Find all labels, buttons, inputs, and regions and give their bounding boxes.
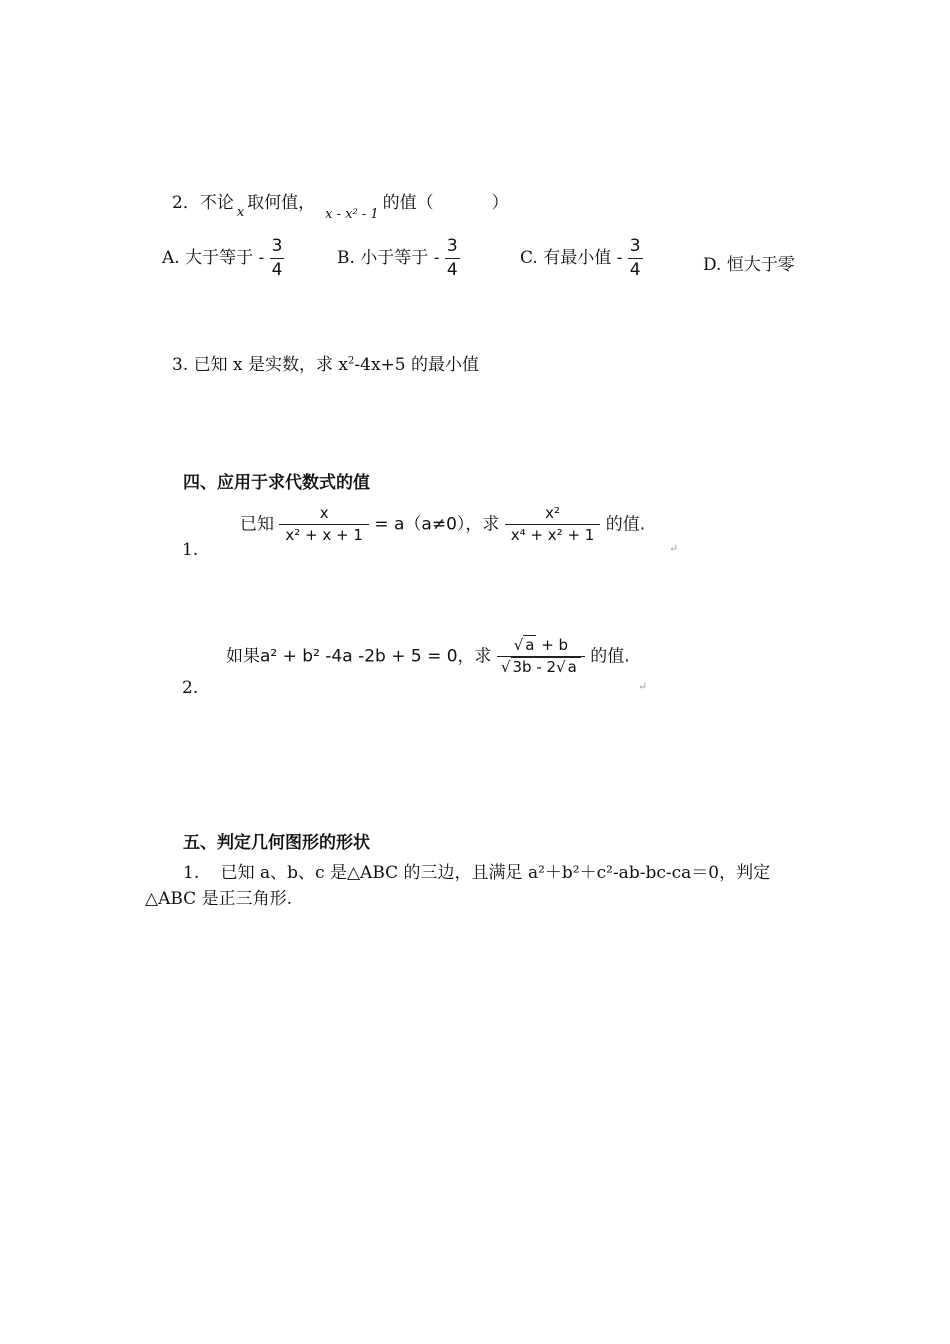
paragraph-mark-icon: ↵: [638, 680, 648, 693]
q3-superscript: 2: [348, 355, 355, 367]
section-4-item-2-number: 2.: [182, 678, 199, 698]
question-2: [172, 188, 509, 222]
q2-option-c-label: C. 有最小值 -: [520, 248, 623, 268]
section-5-heading: 五、判定几何图形的形状: [183, 833, 370, 853]
fraction-denominator: 4: [629, 260, 641, 280]
q2-option-a-fraction: [270, 238, 285, 279]
q2-option-b-label: B. 小于等于 -: [337, 248, 440, 268]
sqrt-a: a: [525, 636, 535, 654]
fraction-numerator: 3: [446, 236, 458, 256]
q2-text-b: 取何值，: [247, 193, 316, 213]
s5i1-number: 1.: [183, 863, 200, 883]
fraction-denominator: √ 3b - 2√ a: [497, 656, 585, 675]
section-4-heading: 四、应用于求代数式的值: [183, 473, 370, 493]
fraction-denominator: 4: [271, 260, 283, 280]
denominator-outer: 3b - 2: [512, 658, 557, 676]
q2-option-a-label: A. 大于等于 -: [162, 248, 265, 268]
s5i1-line-1: 已知 a、b、c 是△ABC 的三边，且满足 a²＋b²＋c²-ab-bc-ca＝0，判定: [220, 863, 771, 883]
q2-option-c-fraction: [628, 238, 643, 279]
q2-text-c: 的值（: [382, 193, 434, 213]
q2-number: 2．: [172, 193, 200, 213]
sqrt-inner-a: a: [567, 658, 577, 676]
section-4-item-1-equation: [240, 506, 645, 543]
s4i1-equals: = a（a≠0），求: [374, 514, 500, 535]
q3-text: 3. 已知 x 是实数，求 x: [172, 355, 349, 375]
section-5-item-1-line-2: △ABC 是正三角形.: [145, 889, 292, 909]
fraction-numerator: 3: [629, 236, 641, 256]
q2-option-d: [703, 250, 795, 275]
fraction-numerator: x: [319, 504, 329, 522]
section-4-item-2-equation: [226, 638, 630, 675]
section-5-item-1: [183, 858, 770, 883]
q2-option-c: [520, 238, 643, 279]
s4i2-fraction: [497, 638, 585, 675]
fraction-numerator: √ a + b: [513, 636, 569, 654]
section-4-item-1-number: 1.: [182, 540, 199, 560]
paragraph-mark-icon: ↵: [669, 542, 679, 555]
q2-text-a: 不论: [199, 193, 234, 213]
q2-option-b: [337, 238, 460, 279]
s4i2-prefix: 如果a² + b² -4a -2b + 5 = 0，求: [226, 646, 492, 667]
s4i1-prefix: 已知: [240, 514, 274, 535]
q2-expression: x - x² - 1: [325, 207, 379, 222]
q2-option-a: [162, 238, 284, 279]
sqrt-denominator: 3b - 2√ a: [511, 657, 581, 676]
q3-text-after: -4x+5 的最小值: [354, 355, 480, 375]
q2-option-b-fraction: [445, 238, 460, 279]
q2-option-d-label: D. 恒大于零: [703, 255, 795, 275]
fraction-denominator: 4: [446, 260, 458, 280]
fraction-denominator: x² + x + 1: [279, 524, 369, 543]
question-3: [172, 350, 479, 375]
numerator-rest: + b: [536, 636, 569, 654]
s4i2-suffix: 的值.: [590, 646, 630, 667]
s4i1-fraction-2: [505, 506, 601, 543]
s4i1-suffix: 的值.: [605, 514, 646, 535]
q2-var-x: x: [236, 205, 245, 220]
fraction-numerator: 3: [271, 236, 283, 256]
fraction-denominator: x⁴ + x² + 1: [505, 524, 601, 543]
q2-paren-close: ）: [491, 193, 509, 213]
s4i1-fraction-1: [279, 506, 369, 543]
fraction-numerator: x²: [545, 504, 561, 522]
